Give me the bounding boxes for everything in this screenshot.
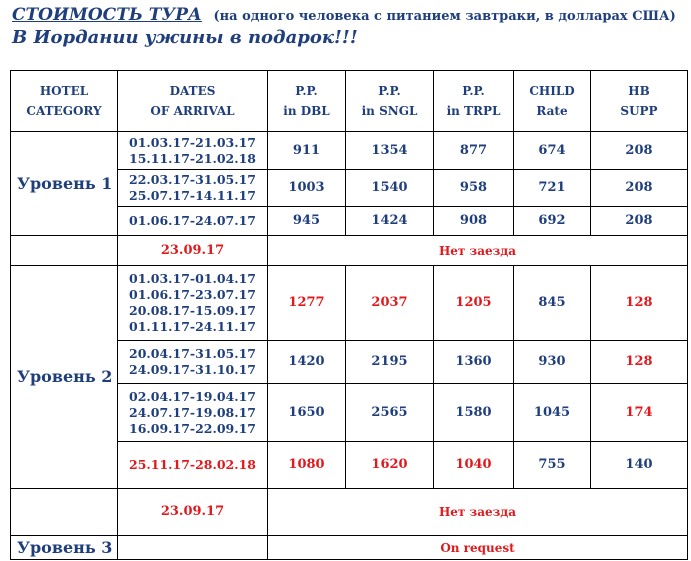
table-row — [11, 536, 688, 560]
price-sngl: 2565 — [346, 384, 434, 442]
price-trpl: 1360 — [434, 341, 514, 384]
header-row — [11, 71, 688, 132]
price-dbl: 1420 — [268, 341, 346, 384]
header-line: DATES — [169, 84, 216, 98]
col-header-dates — [118, 71, 268, 132]
price-sngl: 2037 — [346, 266, 434, 341]
price-trpl: 1040 — [434, 442, 514, 489]
col-header-child — [514, 71, 591, 132]
header-line: Rate — [536, 104, 568, 118]
price-child: 755 — [514, 442, 591, 489]
price-trpl: 877 — [434, 132, 514, 170]
price-sngl: 2195 — [346, 341, 434, 384]
price-sngl: 1424 — [346, 207, 434, 236]
page-title: СТОИМОСТЬ ТУРА — [12, 5, 202, 25]
table-row — [11, 132, 688, 170]
header-line: P.P. — [295, 84, 318, 98]
col-header-trpl — [434, 71, 514, 132]
date-range: 25.11.17-28.02.18 — [129, 457, 256, 472]
no-arrival-date: 23.09.17 — [118, 236, 268, 266]
no-arrival-note: Нет заезда — [268, 236, 688, 266]
price-hb: 140 — [591, 442, 688, 489]
price-hb: 174 — [591, 384, 688, 442]
dates-cell — [118, 207, 268, 236]
date-range: 01.03.17-21.03.17 — [129, 134, 256, 150]
date-range: 24.09.17-31.10.17 — [129, 362, 256, 377]
price-dbl: 1080 — [268, 442, 346, 489]
level-3-cell: Уровень 3 — [11, 536, 118, 560]
price-hb: 208 — [591, 170, 688, 207]
price-child: 692 — [514, 207, 591, 236]
header-line: OF ARRIVAL — [150, 104, 235, 118]
col-header-dbl — [268, 71, 346, 132]
price-dbl: 911 — [268, 132, 346, 170]
dates-cell — [118, 132, 268, 170]
price-child: 845 — [514, 266, 591, 341]
dates-cell — [118, 266, 268, 341]
no-arrival-date: 23.09.17 — [118, 489, 268, 536]
header-line: P.P. — [378, 84, 401, 98]
header-line: P.P. — [462, 84, 485, 98]
date-range: 16.09.17-22.09.17 — [129, 420, 256, 436]
price-child: 721 — [514, 170, 591, 207]
no-arrival-row — [11, 236, 688, 266]
dates-cell — [118, 442, 268, 489]
date-range: 15.11.17-21.02.18 — [129, 150, 256, 166]
level-2-cell: Уровень 2 — [11, 266, 118, 489]
header-line: in SNGL — [361, 104, 418, 118]
price-dbl: 1650 — [268, 384, 346, 442]
header-line: CHILD — [529, 84, 575, 98]
dates-cell — [118, 170, 268, 207]
subheadline: В Иордании ужины в подарок!!! — [12, 27, 358, 48]
price-sngl: 1540 — [346, 170, 434, 207]
price-hb: 208 — [591, 207, 688, 236]
table-row — [11, 266, 688, 341]
price-child: 1045 — [514, 384, 591, 442]
on-request-note: On request — [268, 536, 688, 560]
price-trpl: 908 — [434, 207, 514, 236]
price-sngl: 1354 — [346, 132, 434, 170]
price-table — [10, 70, 688, 560]
header-line: SUPP — [620, 104, 658, 118]
price-trpl: 1205 — [434, 266, 514, 341]
col-header-sngl — [346, 71, 434, 132]
empty-cell — [11, 489, 118, 536]
date-range: 01.11.17-24.11.17 — [129, 319, 256, 334]
col-header-hb — [591, 71, 688, 132]
empty-cell — [11, 236, 118, 266]
price-child: 930 — [514, 341, 591, 384]
level-1-cell: Уровень 1 — [11, 132, 118, 236]
date-range: 01.03.17-01.04.17 — [129, 271, 256, 286]
price-hb: 128 — [591, 341, 688, 384]
price-sngl: 1620 — [346, 442, 434, 489]
price-hb: 208 — [591, 132, 688, 170]
header-line: HB — [628, 84, 650, 98]
price-trpl: 958 — [434, 170, 514, 207]
price-dbl: 945 — [268, 207, 346, 236]
header-line: in TRPL — [446, 104, 501, 118]
price-dbl: 1003 — [268, 170, 346, 207]
price-dbl: 1277 — [268, 266, 346, 341]
date-range: 20.08.17-15.09.17 — [129, 303, 256, 318]
price-hb: 128 — [591, 266, 688, 341]
date-range: 20.04.17-31.05.17 — [129, 346, 256, 361]
page-subtitle: (на одного человека с питанием завтраки, в долларах США) — [213, 9, 676, 24]
date-range: 01.06.17-23.07.17 — [129, 287, 256, 302]
no-arrival-note: Нет заезда — [268, 489, 688, 536]
price-child: 674 — [514, 132, 591, 170]
page-header — [12, 5, 676, 25]
header-line: CATEGORY — [26, 104, 102, 118]
header-line: HOTEL — [39, 84, 89, 98]
header-line: in DBL — [283, 104, 330, 118]
dates-cell — [118, 341, 268, 384]
empty-cell — [118, 536, 268, 560]
date-range: 24.07.17-19.08.17 — [129, 404, 256, 420]
price-trpl: 1580 — [434, 384, 514, 442]
date-range: 22.03.17-31.05.17 — [129, 172, 256, 187]
dates-cell — [118, 384, 268, 442]
date-range: 25.07.17-14.11.17 — [129, 188, 256, 203]
date-range: 02.04.17-19.04.17 — [129, 388, 256, 404]
no-arrival-row — [11, 489, 688, 536]
col-header-hotel-category — [11, 71, 118, 132]
date-range: 01.06.17-24.07.17 — [129, 213, 256, 228]
